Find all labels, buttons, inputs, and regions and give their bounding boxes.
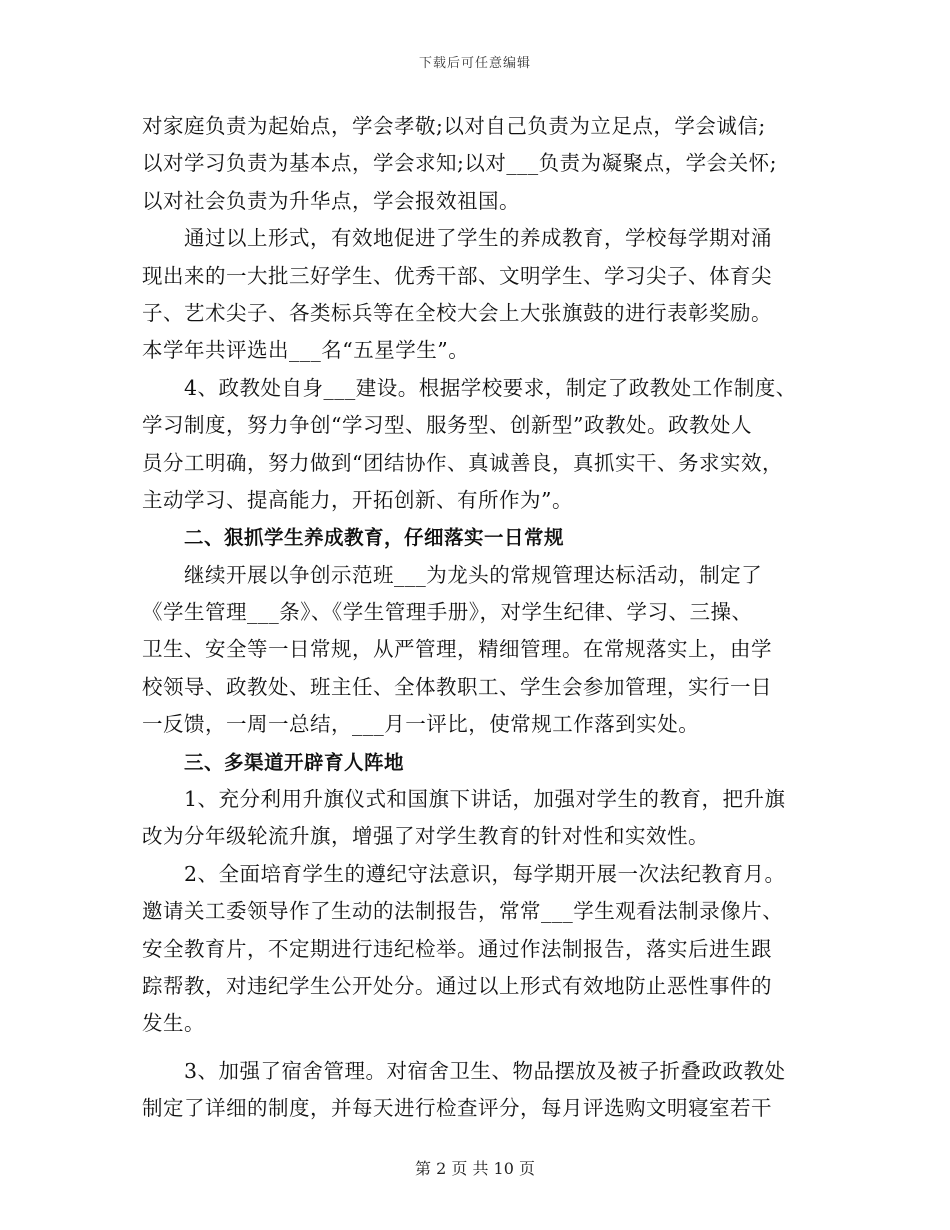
body-line: 卫生、安全等一日常规，从严管理，精细管理。在常规落实上，由学 [142, 637, 772, 662]
paragraph-start-line: 通过以上形式，有效地促进了学生的养成教育，学校每学期对涌 [184, 226, 772, 251]
body-line: 学习制度，努力争创“学习型、服务型、创新型”政教处。政教处人 [142, 413, 752, 438]
body-line: 以对社会负责为升华点，学会报效祖国。 [142, 188, 520, 213]
section-heading: 三、多渠道开辟育人阵地 [184, 750, 405, 774]
body-line: 员分工明确，努力做到“团结协作、真诚善良，真抓实干、务求实效， [142, 450, 783, 475]
page-header: 下载后可任意编辑 [418, 56, 531, 71]
body-line: 发生。 [142, 1011, 205, 1036]
body-line: 一反馈，一周一总结，___月一评比，使常规工作落到实处。 [142, 712, 700, 737]
body-line: 子、艺术尖子、各类标兵等在全校大会上大张旗鼓的进行表彰奖励。 [142, 300, 772, 325]
paragraph-start-line: 3、加强了宿舍管理。对宿舍卫生、物品摆放及被子折叠政政教处 [184, 1058, 786, 1083]
body-line: 安全教育片，不定期进行违纪检举。通过作法制报告，落实后进生跟 [142, 936, 772, 961]
body-line: 踪帮教，对违纪学生公开处分。通过以上形式有效地防止恶性事件的 [142, 973, 772, 998]
body-line: 邀请关工委领导作了生动的法制报告，常常___学生观看法制录像片、 [142, 899, 784, 924]
body-line: 改为分年级轮流升旗，增强了对学生教育的针对性和实效性。 [142, 824, 709, 849]
body-line: 本学年共评选出___名“五星学生”。 [142, 338, 470, 363]
body-line: 现出来的一大批三好学生、优秀干部、文明学生、学习尖子、体育尖 [142, 263, 772, 288]
paragraph-start-line: 1、充分利用升旗仪式和国旗下讲话，加强对学生的教育，把升旗 [184, 787, 786, 812]
body-line: 以对学习负责为基本点，学会求知;以对___负责为凝聚点，学会关怀; [142, 151, 778, 176]
body-line: 制定了详细的制度，并每天进行检查评分，每月评选购文明寝室若干 [142, 1096, 772, 1121]
body-line: 对家庭负责为起始点，学会孝敬;以对自己负责为立足点，学会诚信; [142, 114, 766, 138]
body-line: 校领导、政教处、班主任、全体教职工、学生会参加管理，实行一日 [142, 674, 772, 699]
paragraph-start-line: 2、全面培育学生的遵纪守法意识，每学期开展一次法纪教育月。 [184, 861, 786, 886]
paragraph-start-line: 继续开展以争创示范班___为龙头的常规管理达标活动，制定了 [184, 562, 763, 587]
body-line: 主动学习、提高能力，开拓创新、有所作为”。 [142, 487, 573, 512]
body-line: 《学生管理___条》、《学生管理手册》，对学生纪律、学习、三操、 [142, 600, 753, 625]
document-body [142, 108, 812, 1128]
paragraph-gap [142, 1043, 812, 1053]
page-number: 第 2 页 共 10 页 [415, 1159, 535, 1178]
paragraph-start-line: 4、政教处自身___建设。根据学校要求，制定了政教处工作制度、 [184, 375, 797, 400]
section-heading: 二、狠抓学生养成教育，仔细落实一日常规 [184, 526, 565, 550]
